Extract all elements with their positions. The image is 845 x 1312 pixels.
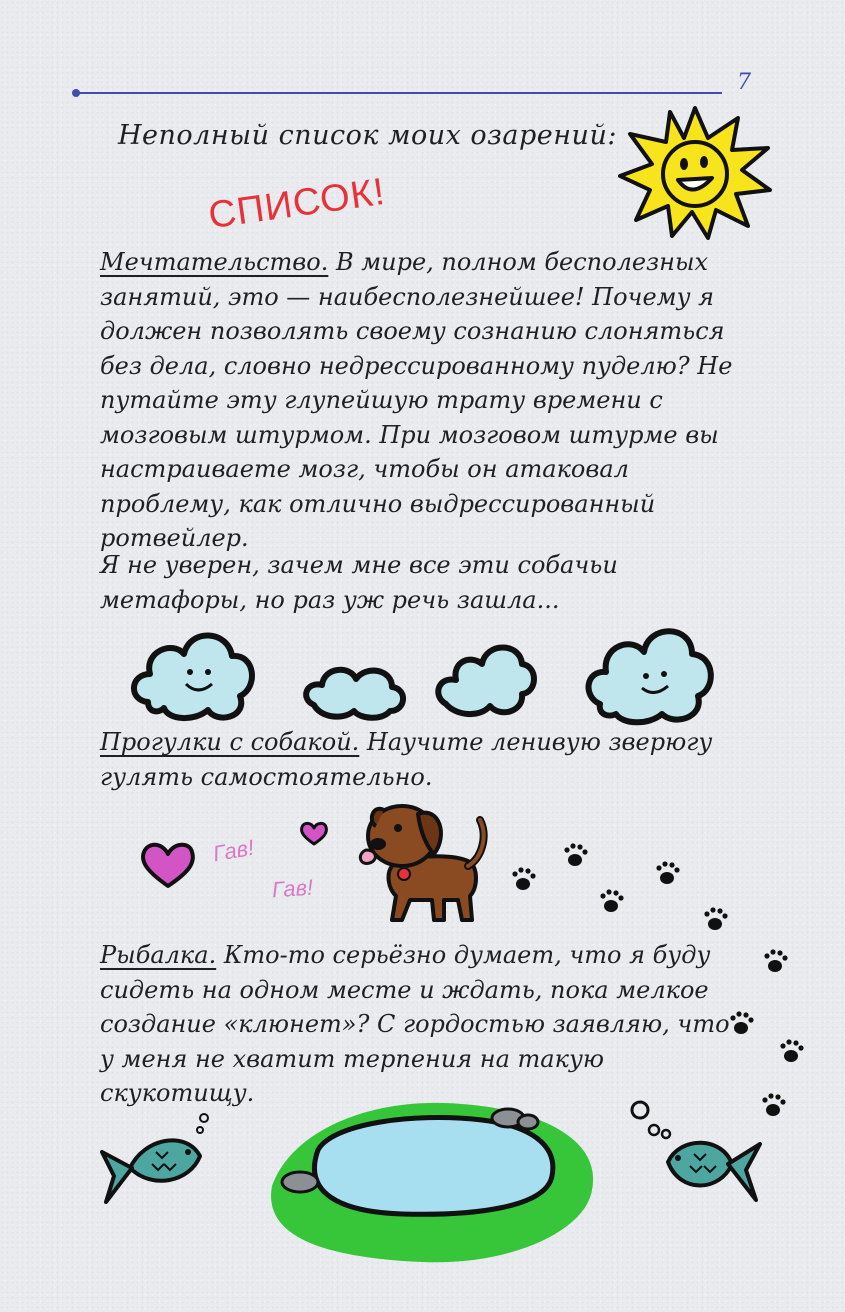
section-dog-walks bbox=[100, 725, 760, 794]
cloud-icon bbox=[300, 655, 410, 725]
section-daydreaming bbox=[100, 245, 740, 556]
section-text: Я не уверен, зачем мне все эти собачьи метафоры, но раз уж речь зашла... bbox=[100, 551, 618, 614]
section-text: Кто-то серьёзно думает, что я буду сидеть на одном месте и ждать, пока мелкое создание «клюнет»? С гордостью заявляю, что у меня не хватит терпения на такую скукотищу. bbox=[100, 941, 730, 1107]
heart-icon bbox=[300, 820, 328, 846]
page-number: 7 bbox=[737, 70, 751, 95]
section-heading: Мечтательство. bbox=[100, 248, 329, 276]
cloud-icon bbox=[582, 618, 717, 728]
woof-text: Гав! bbox=[271, 874, 314, 903]
list-stamp: СПИСОК! bbox=[205, 170, 388, 238]
fish-icon bbox=[100, 1112, 215, 1207]
cloud-icon bbox=[430, 632, 540, 722]
section-heading: Рыбалка. bbox=[100, 941, 217, 969]
woof-text: Гав! bbox=[211, 834, 256, 867]
pond-icon bbox=[262, 1090, 607, 1270]
fish-icon bbox=[628, 1100, 763, 1220]
dog-icon bbox=[352, 796, 497, 926]
section-text: В мире, полном бесполезных занятий, это — наибесполезнейшее! Почему я должен позволять своему сознанию слоняться без дела, словно недрессированному пуделю? Не путайте эту глупейшую трату времени с мозговым штурмом. При мозговом штурме вы настраиваете мозг, чтобы он атаковал проблему, как отлично выдрессированный ротвейлер. bbox=[100, 248, 733, 552]
header-rule bbox=[76, 92, 722, 94]
heart-icon bbox=[140, 838, 196, 890]
section-dog-metaphors bbox=[100, 548, 740, 617]
page-title: Неполный список моих озарений: bbox=[118, 120, 617, 151]
section-fishing bbox=[100, 938, 740, 1111]
section-heading: Прогулки с собакой. bbox=[100, 728, 360, 756]
section-text: Научите ленивую зверюгу гулять самостоятельно. bbox=[100, 728, 713, 791]
sun-icon bbox=[620, 108, 770, 238]
cloud-icon bbox=[128, 622, 258, 722]
